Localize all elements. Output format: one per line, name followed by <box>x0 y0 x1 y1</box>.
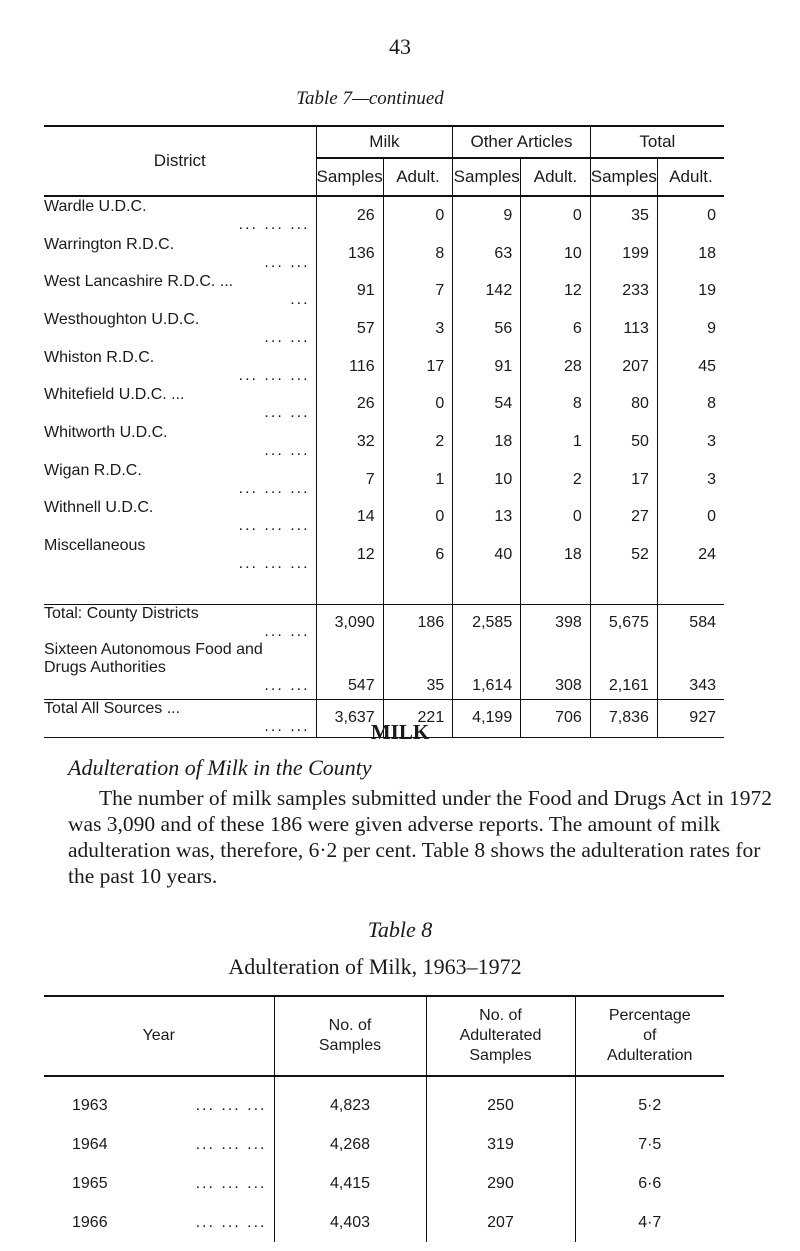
table-cell: 18 <box>521 536 591 574</box>
district-label: West Lancashire R.D.C. ... <box>44 273 234 291</box>
table-cell: 207 <box>426 1203 575 1242</box>
table-row <box>44 423 724 461</box>
table-cell: 17 <box>383 348 453 386</box>
district-label: Wigan R.D.C. <box>44 461 142 479</box>
table-cell: 547 <box>316 641 383 700</box>
table-cell: 3 <box>657 461 724 499</box>
table-cell: 0 <box>521 196 591 235</box>
district-label: Whitworth U.D.C. <box>44 423 168 441</box>
district-label: Westhoughton U.D.C. <box>44 310 200 328</box>
leader-dots: ... ... ... <box>195 1213 267 1231</box>
district-name <box>44 348 316 386</box>
year-cell <box>44 1203 274 1242</box>
header-text: Samples <box>469 1047 532 1064</box>
district-name <box>44 385 316 423</box>
leader-dots: ... ... ... <box>238 366 310 384</box>
leader-dots: ... ... ... <box>238 555 310 573</box>
table-cell: 0 <box>657 499 724 537</box>
header-text: Adulterated <box>459 1027 542 1044</box>
leader-dots: ... ... <box>264 253 310 271</box>
table-row <box>44 1125 724 1164</box>
table-cell: 10 <box>453 461 521 499</box>
table-cell: 52 <box>590 536 657 574</box>
table8 <box>44 995 724 1242</box>
table8-caption: Table 8 <box>367 917 433 942</box>
table-row <box>44 348 724 386</box>
table-cell: 10 <box>521 235 591 273</box>
table-cell: 9 <box>657 310 724 348</box>
page-number: 43 <box>389 34 411 59</box>
table-cell: 2,585 <box>453 604 521 641</box>
header-text: of <box>643 1027 657 1044</box>
table-cell: 80 <box>590 385 657 423</box>
table-cell: 1,614 <box>453 641 521 700</box>
district-label: Warrington R.D.C. <box>44 235 175 253</box>
header-adult: Adult. <box>521 158 591 196</box>
spacer-cell <box>590 574 657 605</box>
table-cell: 3,090 <box>316 604 383 641</box>
district-name <box>44 461 316 499</box>
district-label: Wardle U.D.C. <box>44 197 147 215</box>
header-district: District <box>44 126 316 196</box>
table-cell: 63 <box>453 235 521 273</box>
leader-dots: ... ... <box>264 441 310 459</box>
header-text: No. of <box>328 1017 372 1034</box>
table-cell: 13 <box>453 499 521 537</box>
table-cell: 54 <box>453 385 521 423</box>
table-cell: 0 <box>383 385 453 423</box>
spacer-cell <box>657 574 724 605</box>
table-cell: 308 <box>521 641 591 700</box>
leader-dots: ... ... ... <box>238 215 310 233</box>
district-label: Total All Sources ... <box>44 700 181 718</box>
table-cell: 8 <box>657 385 724 423</box>
table-cell: 14 <box>316 499 383 537</box>
table-cell: 5·2 <box>575 1076 724 1125</box>
table-cell: 18 <box>453 423 521 461</box>
district-label: Drugs Authorities <box>44 658 166 676</box>
table7 <box>44 125 724 738</box>
district-name <box>44 641 316 700</box>
table-cell: 0 <box>657 196 724 235</box>
section-subheading: Adulteration of Milk in the County <box>68 755 372 780</box>
table-cell: 57 <box>316 310 383 348</box>
header-text: Percentage <box>608 1007 691 1024</box>
table-cell: 35 <box>590 196 657 235</box>
spacer-cell <box>521 574 591 605</box>
table-cell: 1 <box>383 461 453 499</box>
table-cell: 32 <box>316 423 383 461</box>
year-cell <box>44 1164 274 1203</box>
leader-dots: ... <box>290 291 310 309</box>
table-row <box>44 1076 724 1125</box>
table7-body <box>44 196 724 737</box>
header-adult: Adult. <box>657 158 724 196</box>
header-samples: Samples <box>590 158 657 196</box>
spacer-cell <box>383 574 453 605</box>
table-cell: 35 <box>383 641 453 700</box>
table-cell: 2,161 <box>590 641 657 700</box>
header-other-articles: Other Articles <box>453 126 591 158</box>
table-row <box>44 272 724 310</box>
table-cell: 6·6 <box>575 1164 724 1203</box>
table-row <box>44 1203 724 1242</box>
table-cell: 3,637 <box>316 699 383 737</box>
district-name <box>44 235 316 273</box>
table-cell: 584 <box>657 604 724 641</box>
district-name <box>44 423 316 461</box>
district-name <box>44 499 316 537</box>
table-cell: 343 <box>657 641 724 700</box>
table-cell: 186 <box>383 604 453 641</box>
spacer-row <box>44 574 724 605</box>
table-cell: 4·7 <box>575 1203 724 1242</box>
table-cell: 40 <box>453 536 521 574</box>
table-cell: 6 <box>521 310 591 348</box>
table-cell: 142 <box>453 272 521 310</box>
district-name <box>44 604 316 641</box>
leader-dots: ... ... ... <box>195 1135 267 1153</box>
table-row <box>44 536 724 574</box>
header-text: No. of <box>479 1007 522 1024</box>
table-cell: 4,823 <box>274 1076 426 1125</box>
district-label: Whitefield U.D.C. ... <box>44 386 185 404</box>
table-cell: 7,836 <box>590 699 657 737</box>
table-cell: 199 <box>590 235 657 273</box>
table-cell: 250 <box>426 1076 575 1125</box>
table-cell: 28 <box>521 348 591 386</box>
table-row <box>44 499 724 537</box>
spacer-cell <box>44 574 316 605</box>
table-cell: 4,268 <box>274 1125 426 1164</box>
milk-heading: MILK <box>370 720 430 744</box>
table-cell: 706 <box>521 699 591 737</box>
table-row <box>44 604 724 641</box>
table-cell: 4,199 <box>453 699 521 737</box>
header-milk: Milk <box>316 126 453 158</box>
header-year: Year <box>44 996 274 1076</box>
table-cell: 290 <box>426 1164 575 1203</box>
table-cell: 5,675 <box>590 604 657 641</box>
table-cell: 7 <box>316 461 383 499</box>
leader-dots: ... ... <box>264 718 310 736</box>
table-cell: 2 <box>521 461 591 499</box>
district-name <box>44 310 316 348</box>
table-cell: 91 <box>316 272 383 310</box>
table-cell: 6 <box>383 536 453 574</box>
table-row <box>44 461 724 499</box>
table-cell: 50 <box>590 423 657 461</box>
district-name <box>44 536 316 574</box>
table-cell: 3 <box>383 310 453 348</box>
spacer-cell <box>316 574 383 605</box>
header-samples: Samples <box>316 158 383 196</box>
table-cell: 45 <box>657 348 724 386</box>
table-cell: 7·5 <box>575 1125 724 1164</box>
leader-dots: ... ... ... <box>195 1096 267 1114</box>
leader-dots: ... ... <box>264 622 310 640</box>
header-adult: Adult. <box>383 158 453 196</box>
table-cell: 8 <box>521 385 591 423</box>
district-label: Total: County Districts <box>44 604 199 622</box>
district-label: Whiston R.D.C. <box>44 348 155 366</box>
table-cell: 136 <box>316 235 383 273</box>
table8-body <box>44 1076 724 1242</box>
table-cell: 1 <box>521 423 591 461</box>
table-cell: 12 <box>316 536 383 574</box>
table-cell: 91 <box>453 348 521 386</box>
table-cell: 7 <box>383 272 453 310</box>
table-cell: 26 <box>316 385 383 423</box>
year-label: 1964 <box>72 1135 108 1153</box>
table-cell: 319 <box>426 1125 575 1164</box>
year-label: 1963 <box>72 1096 108 1114</box>
table-cell: 113 <box>590 310 657 348</box>
table-cell: 56 <box>453 310 521 348</box>
table-cell: 8 <box>383 235 453 273</box>
table-cell: 927 <box>657 699 724 737</box>
table-row <box>44 1164 724 1203</box>
header-percentage <box>575 996 724 1076</box>
year-cell <box>44 1076 274 1125</box>
table-cell: 233 <box>590 272 657 310</box>
table-cell: 0 <box>521 499 591 537</box>
table-cell: 9 <box>453 196 521 235</box>
table-cell: 24 <box>657 536 724 574</box>
table-cell: 18 <box>657 235 724 273</box>
table-cell: 26 <box>316 196 383 235</box>
leader-dots: ... ... ... <box>238 479 310 497</box>
leader-dots: ... ... <box>264 676 310 694</box>
header-total: Total <box>590 126 724 158</box>
table-row <box>44 310 724 348</box>
district-label: Miscellaneous <box>44 537 146 555</box>
table-cell: 27 <box>590 499 657 537</box>
table-cell: 398 <box>521 604 591 641</box>
body-paragraph: The number of milk samples submitted under the Food and Drugs Act in 1972 was 3,090 and of these 186 were given adverse reports. The amount of milk adulteration was, therefore, 6·2 per cent. Table 8 shows the adulteration rates for the past 10 years. <box>68 786 772 888</box>
table-cell: 207 <box>590 348 657 386</box>
spacer-cell <box>453 574 521 605</box>
table-cell: 116 <box>316 348 383 386</box>
table-cell: 3 <box>657 423 724 461</box>
year-label: 1966 <box>72 1213 108 1231</box>
district-label: Withnell U.D.C. <box>44 499 154 517</box>
table7-caption: Table 7—continued <box>296 88 444 109</box>
table-row <box>44 235 724 273</box>
table-cell: 0 <box>383 196 453 235</box>
leader-dots: ... ... <box>264 328 310 346</box>
header-adulterated-samples <box>426 996 575 1076</box>
table-cell: 0 <box>383 499 453 537</box>
header-text: Adulteration <box>607 1047 693 1064</box>
leader-dots: ... ... ... <box>195 1174 267 1192</box>
district-name <box>44 196 316 235</box>
table8-title: Adulteration of Milk, 1963–1972 <box>228 954 522 979</box>
leader-dots: ... ... ... <box>238 517 310 535</box>
table-row <box>44 385 724 423</box>
table-cell: 221 <box>383 699 453 737</box>
leader-dots: ... ... <box>264 404 310 422</box>
table-cell: 2 <box>383 423 453 461</box>
table-cell: 4,403 <box>274 1203 426 1242</box>
table-row <box>44 641 724 700</box>
table-row <box>44 196 724 235</box>
header-text: Samples <box>318 1037 382 1054</box>
table-cell: 17 <box>590 461 657 499</box>
year-label: 1965 <box>72 1174 108 1192</box>
table-cell: 12 <box>521 272 591 310</box>
year-cell <box>44 1125 274 1164</box>
table-cell: 19 <box>657 272 724 310</box>
district-label: Sixteen Autonomous Food and <box>44 640 263 658</box>
table-cell: 4,415 <box>274 1164 426 1203</box>
district-name <box>44 272 316 310</box>
header-no-of-samples <box>274 996 426 1076</box>
header-samples: Samples <box>453 158 521 196</box>
